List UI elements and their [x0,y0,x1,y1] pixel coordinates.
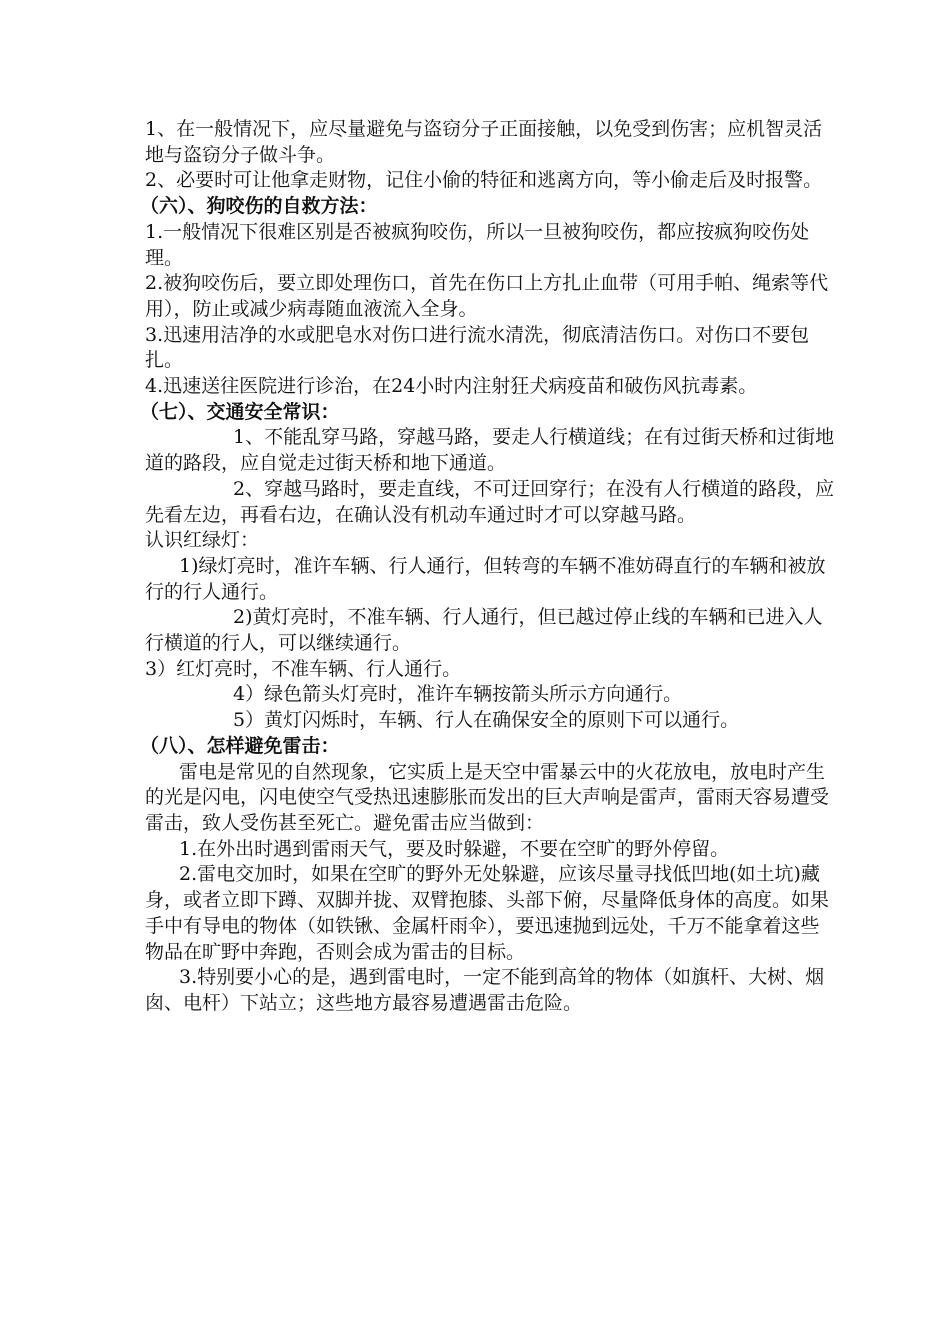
paragraph-dog-bite-1: 1.一般情况下很难区别是否被疯狗咬伤，所以一旦被狗咬伤，都应按疯狗咬伤处理。 [145,220,810,269]
paragraph-theft-avoid-contact: 1、在一般情况下，应尽量避免与盗窃分子正面接触，以免受到伤害；应机智灵活地与盗窃分子做斗争。 [145,118,823,166]
paragraph-red-light: 3）红灯亮时，不准车辆、行人通行。 [145,657,462,680]
paragraph-lightning-3: 3.特别要小心的是，遇到雷电时，一定不能到高耸的物体（如旗杆、大树、烟囱、电杆）下站立；这些地方最容易遭遇雷击危险。 [145,966,825,1014]
paragraph-lightning-intro: 雷电是常见的自然现象，它实质上是天空中雷暴云中的火花放电，放电时产生的光是闪电，闪电使空气受热迅速膨胀而发出的巨大声响是雷声，雷雨天容易遭受雷击，致人受伤甚至死亡。避免雷击应当做到： [145,760,830,834]
heading-traffic-safety: （七）、交通安全常识： [140,400,340,423]
paragraph-yellow-flash: 5）黄灯闪烁时，车辆、行人在确保安全的原则下可以通行。 [233,709,740,732]
paragraph-dog-bite-4: 4.迅速送往医院进行诊治，在24小时内注射狂犬病疫苗和破伤风抗毒素。 [145,375,758,398]
paragraph-traffic-2: 2、穿越马路时，要走直线，不可迂回穿行；在没有人行横道的路段，应先看左边，再看右边，在确认没有机动车通过时才可以穿越马路。 [145,477,835,526]
paragraph-lightning-2: 2.雷电交加时，如果在空旷的野外无处躲避，应该尽量寻找低凹地(如土坑)藏身，或者立即下蹲、双脚并拢、双臂抱膝、头部下俯，尽量降低身体的高度。如果手中有导电的物体（如铁锹、金属杆雨伞），要迅速抛到远处，千万不能拿着这些物品在旷野中奔跑，否则会成为雷击的目标。 [145,863,830,963]
paragraph-traffic-1: 1、不能乱穿马路，穿越马路，要走人行横道线；在有过街天桥和过街地道的路段，应自觉走过街天桥和地下通道。 [145,426,835,475]
paragraph-green-arrow: 4）绿色箭头灯亮时，准许车辆按箭头所示方向通行。 [233,683,683,706]
document-page [140,117,835,1017]
paragraph-yellow-light: 2)黄灯亮时，不准车辆、行人通行，但已越过停止线的车辆和已进入人行横道的行人，可以继续通行。 [145,606,823,655]
paragraph-green-light: 1)绿灯亮时，准许车辆、行人通行，但转弯的车辆不准妨碍直行的车辆和被放行的行人通行。 [145,554,826,603]
paragraph-dog-bite-2: 2.被狗咬伤后，要立即处理伤口，首先在伤口上方扎止血带（可用手帕、绳索等代用），防止或减少病毒随血液流入全身。 [145,272,829,320]
paragraph-traffic-lights-intro: 认识红绿灯： [145,529,260,552]
heading-lightning: （八）、怎样避免雷击： [140,734,340,757]
paragraph-lightning-1: 1.在外出时遇到雷雨天气，要及时躲避，不要在空旷的野外停留。 [179,837,730,860]
paragraph-theft-report: 2、必要时可让他拿走财物，记住小偷的特征和逃离方向，等小偷走后及时报警。 [145,169,823,192]
heading-dog-bite: （六）、狗咬伤的自救方法： [140,195,378,218]
paragraph-dog-bite-3: 3.迅速用洁净的水或肥皂水对伤口进行流水清洗，彻底清洁伤口。对伤口不要包扎。 [145,323,810,372]
